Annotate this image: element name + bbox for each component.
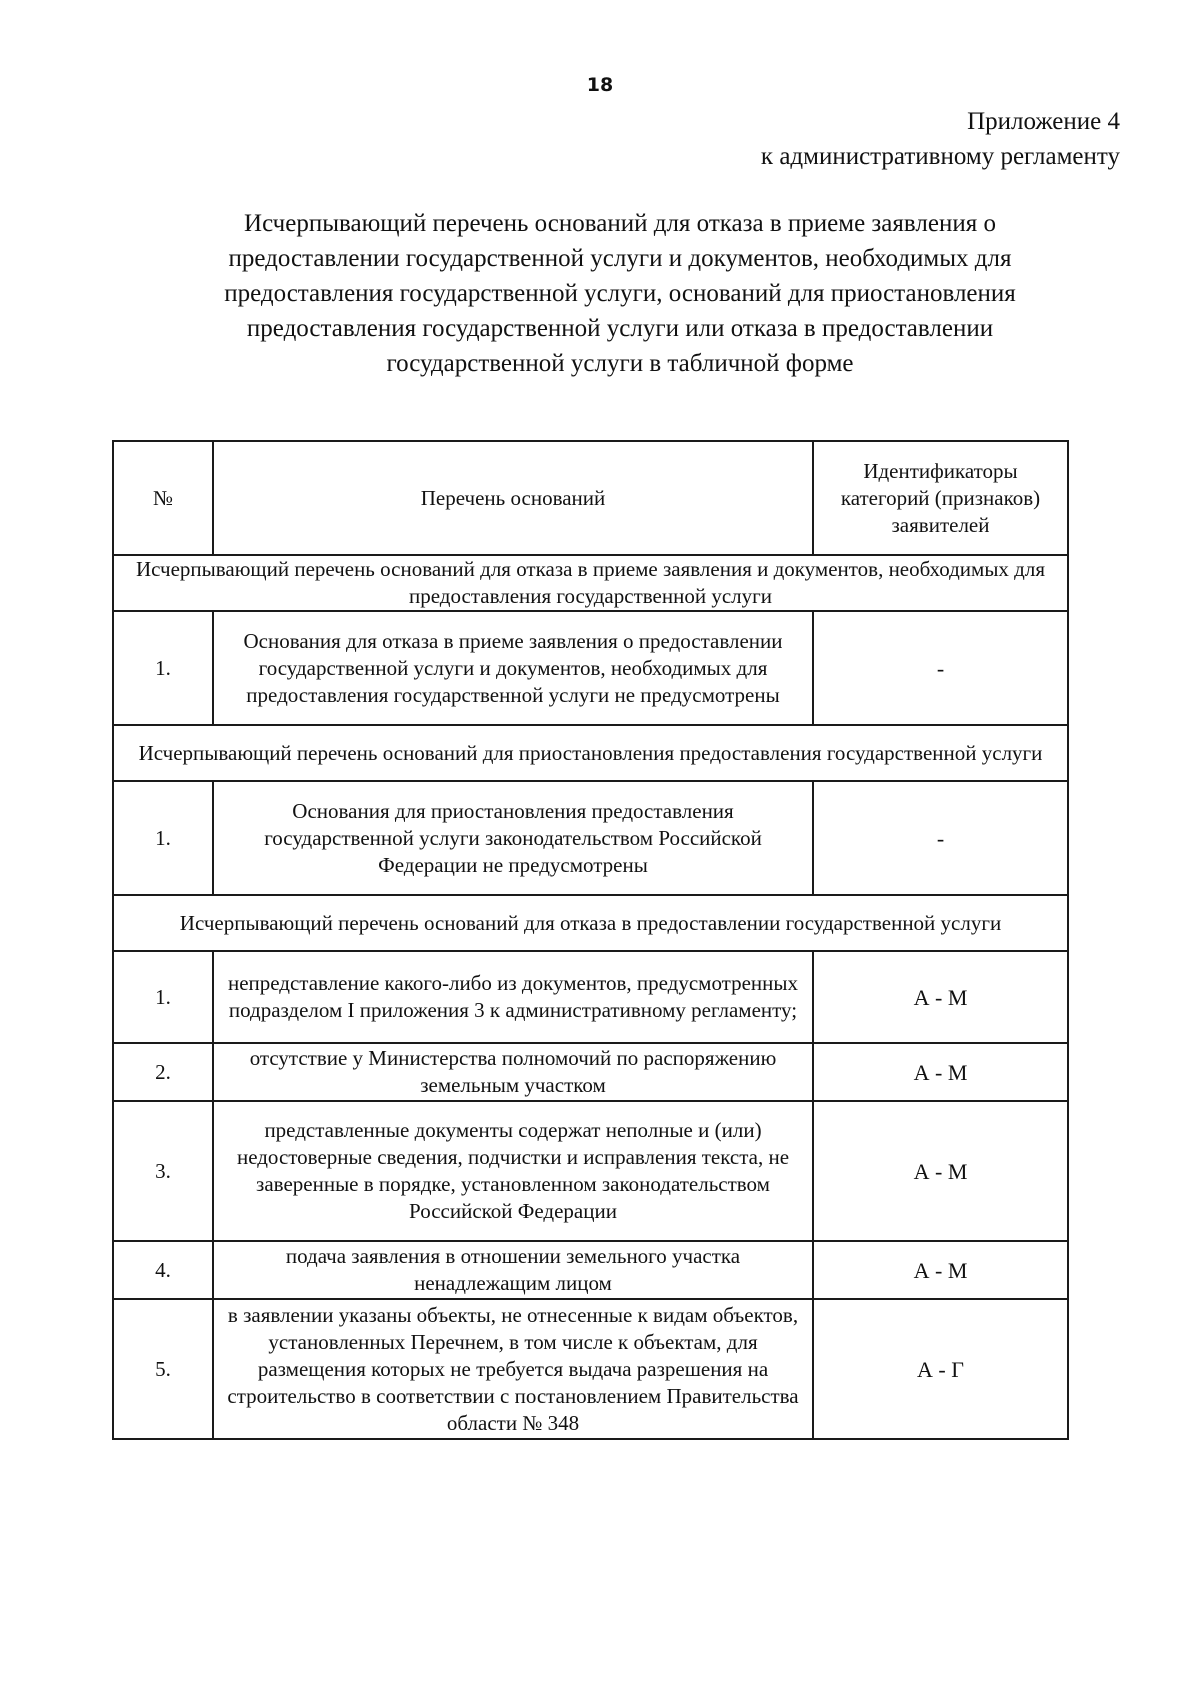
table-row <box>113 1299 1068 1439</box>
row-ground-text: Основания для отказа в приеме заявления о предоставлении государственной услуги и документов, необходимых для предоставления государственной услуги не предусмотрены <box>213 611 813 725</box>
row-ground-text: в заявлении указаны объекты, не отнесенные к видам объектов, установленных Перечнем, в том числе к объектам, для размещения которых не требуется выдача разрешения на строительство в соответствии с постановлением Правительства области № 348 <box>213 1299 813 1439</box>
title-line-2: предоставлении государственной услуги и документов, необходимых для <box>228 245 1012 272</box>
appendix-line-1: Приложение 4 <box>967 108 1120 135</box>
row-ground-text: Основания для приостановления предоставления государственной услуги законодательством Российской Федерации не предусмотрены <box>213 781 813 895</box>
row-applicant-ids: - <box>813 611 1068 725</box>
row-applicant-ids: А - М <box>813 1043 1068 1101</box>
section-title: Исчерпывающий перечень оснований для отказа в приеме заявления и документов, необходимых для предоставления государственной услуги <box>113 555 1068 611</box>
section-row <box>113 725 1068 781</box>
appendix-reference <box>761 104 1120 174</box>
row-number: 5. <box>113 1299 213 1439</box>
title-line-3: предоставления государственной услуги, оснований для приостановления <box>224 280 1016 307</box>
row-number: 2. <box>113 1043 213 1101</box>
table-header-row <box>113 441 1068 555</box>
section-title: Исчерпывающий перечень оснований для отказа в предоставлении государственной услуги <box>113 895 1068 951</box>
table-row <box>113 1241 1068 1299</box>
header-applicant-ids: Идентификаторы категорий (признаков) заявителей <box>813 441 1068 555</box>
row-applicant-ids: А - М <box>813 1241 1068 1299</box>
row-number: 4. <box>113 1241 213 1299</box>
page-number: 18 <box>586 74 614 96</box>
table-row <box>113 781 1068 895</box>
table-row <box>113 1043 1068 1101</box>
section-row <box>113 895 1068 951</box>
grounds-table <box>112 440 1069 1440</box>
row-number: 1. <box>113 611 213 725</box>
document-title <box>140 206 1100 381</box>
row-number: 1. <box>113 781 213 895</box>
row-number: 1. <box>113 951 213 1043</box>
header-number: № <box>113 441 213 555</box>
section-row <box>113 555 1068 611</box>
table-row <box>113 951 1068 1043</box>
row-number: 3. <box>113 1101 213 1241</box>
title-line-5: государственной услуги в табличной форме <box>386 350 854 377</box>
table-row <box>113 1101 1068 1241</box>
row-applicant-ids: А - Г <box>813 1299 1068 1439</box>
row-applicant-ids: - <box>813 781 1068 895</box>
appendix-line-2: к административному регламенту <box>760 143 1120 170</box>
row-ground-text: подача заявления в отношении земельного участка ненадлежащим лицом <box>213 1241 813 1299</box>
row-ground-text: отсутствие у Министерства полномочий по распоряжению земельным участком <box>213 1043 813 1101</box>
header-grounds-list: Перечень оснований <box>213 441 813 555</box>
title-line-1: Исчерпывающий перечень оснований для отказа в приеме заявления о <box>244 210 996 237</box>
title-line-4: предоставления государственной услуги или отказа в предоставлении <box>246 315 994 342</box>
row-applicant-ids: А - М <box>813 1101 1068 1241</box>
row-ground-text: представленные документы содержат неполные и (или) недостоверные сведения, подчистки и исправления текста, не заверенные в порядке, установленном законодательством Российской Федерации <box>213 1101 813 1241</box>
row-ground-text: непредставление какого-либо из документов, предусмотренных подразделом I приложения 3 к административному регламенту; <box>213 951 813 1043</box>
row-applicant-ids: А - М <box>813 951 1068 1043</box>
section-title: Исчерпывающий перечень оснований для приостановления предоставления государственной услуги <box>113 725 1068 781</box>
table-row <box>113 611 1068 725</box>
